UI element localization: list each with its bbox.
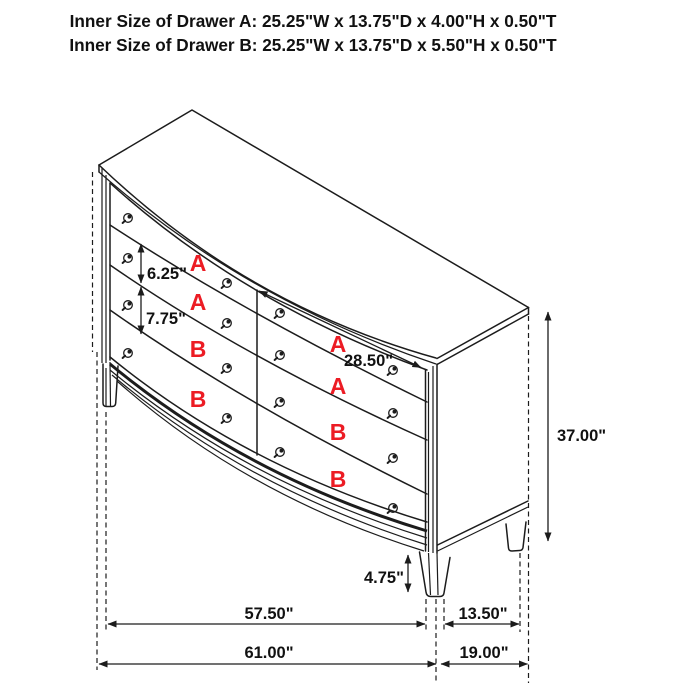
drawer-label-right-4: B (329, 466, 347, 492)
drawer-label-left-2: A (189, 289, 207, 315)
dim-drawer-a-opening: 6.25" (147, 265, 187, 283)
dim-overall-depth: 19.00" (459, 644, 509, 662)
bottom-rail (110, 364, 427, 551)
drawer-label-right-1: A (329, 331, 347, 357)
drawer-label-left-3: B (189, 336, 207, 362)
dim-leg-height: 4.75" (364, 569, 404, 587)
front-right-leg (420, 552, 451, 597)
drawer-label-right-3: B (329, 419, 347, 445)
title-line-2: Inner Size of Drawer B: 25.25"W x 13.75"D x 5.50"H x 0.50"T (69, 35, 557, 55)
drawer-label-left-4: B (189, 386, 207, 412)
drawer-label-left-1: A (189, 250, 207, 276)
drawer-label-right-2: A (329, 373, 347, 399)
dim-front-leg-span: 57.50" (244, 605, 294, 623)
dim-overall-width: 61.00" (244, 644, 294, 662)
dimension-arrows (99, 244, 548, 664)
dim-overall-height: 37.00" (557, 427, 607, 445)
dim-right-opening-width: 28.50" (344, 352, 394, 370)
title-line-1: Inner Size of Drawer A: 25.25"W x 13.75"D x 4.00"H x 0.50"T (69, 11, 557, 31)
back-right-leg (506, 522, 526, 551)
dimension-labels (146, 265, 606, 662)
side-rail (438, 501, 529, 551)
dim-side-leg-span: 13.50" (458, 605, 508, 623)
drawer-labels (190, 250, 347, 492)
dim-drawer-b-opening: 7.75" (146, 310, 186, 328)
